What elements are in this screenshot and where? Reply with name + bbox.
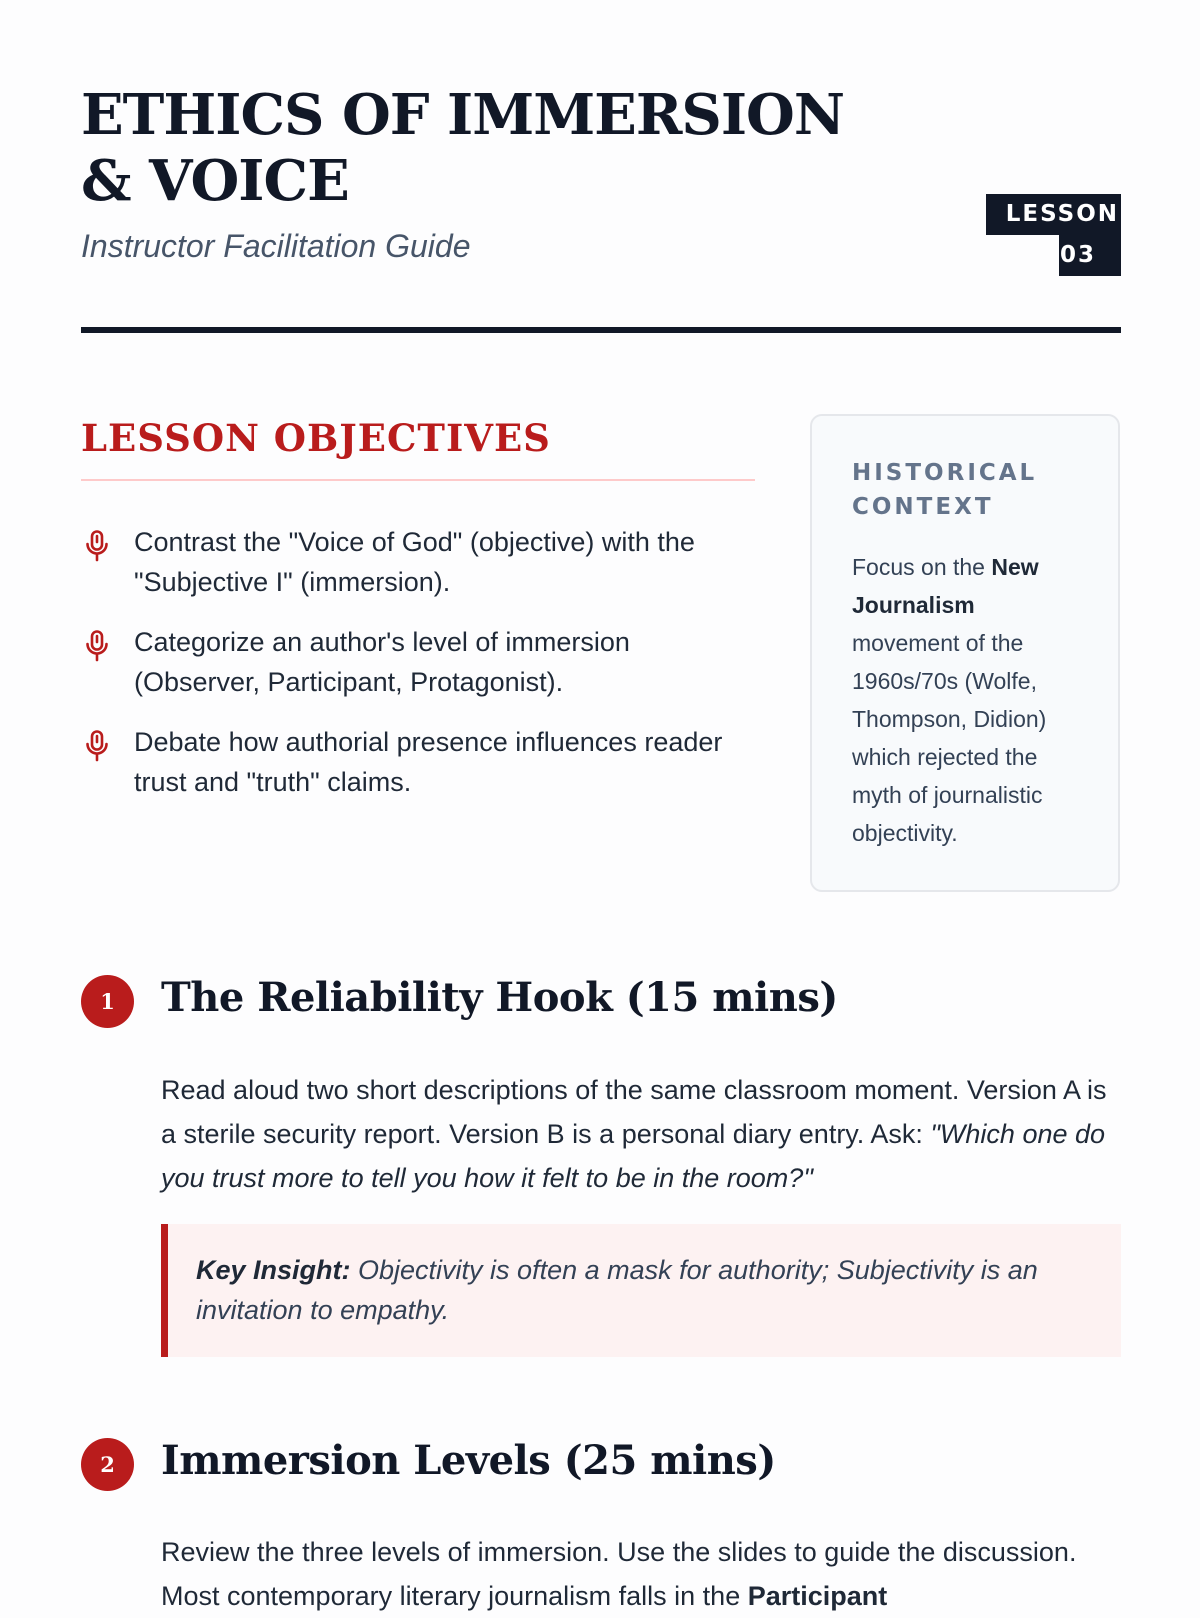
- microphone-icon: [85, 530, 109, 562]
- objective-text: Debate how authorial presence influences reader trust and "truth" claims.: [134, 727, 723, 797]
- objectives-divider: [81, 479, 755, 481]
- key-insight-text: Objectivity is often a mask for authority; Subjectivity is an invitation to empathy.: [196, 1255, 1038, 1325]
- page-subtitle: Instructor Facilitation Guide: [81, 228, 471, 264]
- objective-item: [81, 522, 761, 602]
- header-divider: [81, 327, 1121, 333]
- objectives-heading: LESSON OBJECTIVES: [81, 416, 551, 460]
- new-journalism-term: New Journalism: [852, 554, 1039, 618]
- step-body: Read aloud two short descriptions of the same classroom moment. Version A is a sterile security report. Version B is a personal diary entry. Ask: "Which one do you trust more to tell you how it felt to be in the room?": [161, 1075, 1107, 1193]
- step-title: The Reliability Hook (15 mins): [161, 974, 838, 1021]
- lesson-badge-number: 03: [1060, 242, 1097, 268]
- microphone-icon: [85, 630, 109, 662]
- key-insight-label: Key Insight:: [196, 1255, 351, 1285]
- historical-context-heading: HISTORICAL CONTEXT: [852, 460, 1038, 520]
- page-title: ETHICS OF IMMERSION & VOICE: [81, 82, 845, 214]
- step-number-badge: 1: [81, 975, 134, 1028]
- historical-context-card: [810, 414, 1120, 892]
- step-body: Review the three levels of immersion. Use the slides to guide the discussion. Most contemporary literary journalism falls in the Participant: [161, 1537, 1077, 1611]
- objectives-list: [81, 522, 761, 822]
- microphone-icon: [85, 730, 109, 762]
- step-number-badge: 2: [81, 1438, 134, 1491]
- historical-context-text: Focus on the New Journalism movement of the 1960s/70s (Wolfe, Thompson, Didion) which rejected the myth of journalistic objectivity.: [852, 554, 1047, 846]
- step-question: "Which one do you trust more to tell you how it felt to be in the room?": [161, 1119, 1106, 1193]
- objective-item: [81, 722, 761, 802]
- participant-term: Participant: [747, 1581, 888, 1611]
- objective-text: Categorize an author's level of immersion (Observer, Participant, Protagonist).: [134, 627, 630, 697]
- key-insight-callout: [161, 1224, 1121, 1357]
- objective-text: Contrast the "Voice of God" (objective) with the "Subjective I" (immersion).: [134, 527, 695, 597]
- lesson-badge: [986, 194, 1121, 275]
- objective-item: [81, 622, 761, 702]
- step-title: Immersion Levels (25 mins): [161, 1437, 776, 1484]
- lesson-badge-label: LESSON: [1005, 201, 1119, 227]
